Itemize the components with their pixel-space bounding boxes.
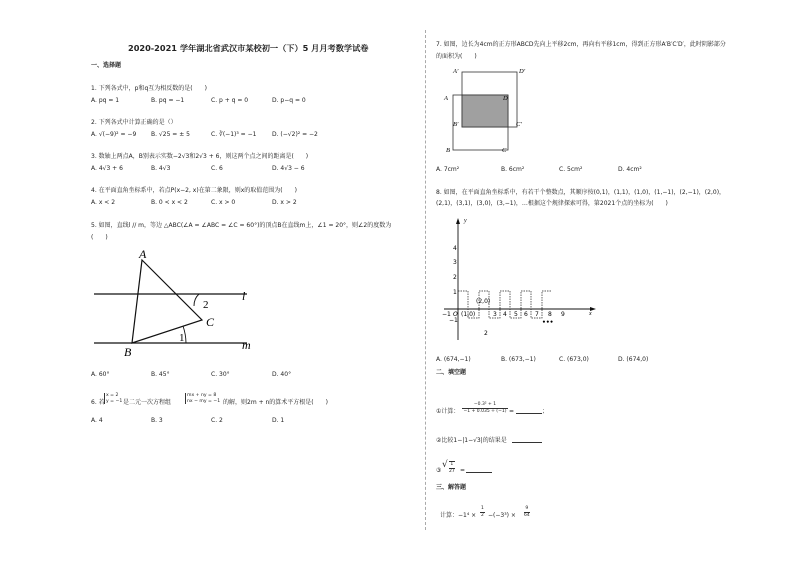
q7-option-b: B. 6cm² (501, 166, 525, 173)
label-a: A (444, 95, 448, 102)
q7-figure (444, 64, 538, 154)
q1-option-d: D. p−q = 0 (272, 97, 306, 104)
x-axis-label: x (589, 311, 592, 317)
label-angle-1: 1 (179, 332, 185, 344)
q3-option-a: A. 4√3 + 6 (91, 165, 123, 172)
s1-mid: −(−3³) × (488, 512, 516, 519)
x-tick-3: 3 (493, 311, 497, 318)
y-tick-2: 2 (453, 274, 457, 281)
f3-answer-blank[interactable] (466, 467, 492, 475)
q8-stem-2: (2,1)，(3,1)，(3,0)，(3,−1)，…根据这个规律探索可得，第2021个点的坐标为( ) (436, 200, 668, 207)
y-axis-label: y (464, 218, 467, 224)
triangle-abc (132, 260, 202, 343)
f3-equals: = (460, 467, 466, 474)
q4-option-a: A. x < 2 (91, 199, 116, 206)
section-choice: 一、选择题 (91, 62, 122, 69)
mark-2-0: (2,0) (476, 298, 491, 305)
x-tick-neg1: −1 (442, 311, 451, 318)
label-d: D (503, 95, 508, 102)
q8-option-d: D. (674,0) (618, 356, 649, 363)
q7-stem: 7. 如图，边长为4cm的正方形ABCD先向上平移2cm，再向右平移1cm，得到正方形A′B′C′D′，此时阴影部分 (436, 41, 726, 48)
q3-option-d: D. 4√3 − 6 (272, 165, 305, 172)
y-axis-arrow (456, 218, 460, 224)
continuation-dots: ••• (542, 319, 554, 326)
q1-option-a: A. pq = 1 (91, 97, 120, 104)
q5-option-a: A. 60° (91, 371, 110, 378)
q4-option-c: C. x > 0 (211, 199, 236, 206)
q5-option-c: C. 30° (211, 371, 230, 378)
q6-eq-1: mx + ny = 8 (187, 393, 217, 398)
q8-coordinate-figure (440, 212, 600, 352)
q6-stem-post: 的解，则2m + n的算术平方根是( ) (223, 399, 328, 406)
f1-fraction (462, 402, 508, 415)
q6-option-a: A. 4 (91, 417, 103, 424)
f1-tail: ； (542, 408, 549, 415)
extra-label-2: 2 (484, 330, 488, 337)
y-tick-4: 4 (453, 245, 457, 252)
label-c: C (502, 147, 507, 154)
q6-sol-y: y = −1 (106, 398, 123, 404)
x-tick-8: 8 (548, 311, 552, 318)
q8-option-a: A. (674,−1) (436, 356, 471, 363)
q2-option-a: A. √(−9)² = −9 (91, 131, 137, 138)
label-a-prime: A′ (453, 68, 459, 75)
label-b-prime: B′ (453, 121, 459, 128)
q4-stem: 4. 在平面直角坐标系中，若点P(x−2, x)在第二象限，则x的取值范围为( ) (91, 187, 297, 194)
x-tick-6: 6 (524, 311, 528, 318)
q1-stem: 1. 下列各式中，p和q互为相反数的是( ) (91, 85, 207, 92)
shaded-overlap (462, 95, 508, 127)
origin-label: O (453, 311, 458, 318)
section-fill-in: 二、填空题 (436, 369, 467, 376)
label-b: B (124, 345, 132, 359)
q7-stem-2: 的面积为( ) (436, 53, 477, 60)
q7-option-a: A. 7cm² (436, 166, 460, 173)
column-divider (425, 30, 426, 530)
f1-numerator: −0.3² + 1 (462, 402, 508, 409)
q2-option-d: D. (−√2)² = −2 (272, 131, 318, 138)
label-b: B (446, 147, 450, 154)
label-l: l (242, 289, 246, 303)
q6-solution-system (104, 393, 122, 404)
q6-stem-mid: 是二元一次方程组 (123, 399, 172, 406)
s1-pre: 计算：−1⁴ × (440, 512, 477, 519)
label-c: C (206, 315, 215, 329)
f3-pre: ③ (436, 467, 442, 474)
q1-option-c: C. p + q = 0 (211, 97, 249, 104)
f3-denominator: 27 (449, 468, 455, 474)
y-tick-1: 1 (453, 289, 457, 296)
label-d-prime: D′ (519, 68, 526, 75)
q5-paren: ( ) (91, 234, 108, 241)
f3-numerator: 1 (450, 462, 454, 467)
s1-frac2 (524, 506, 530, 519)
label-angle-2: 2 (203, 299, 209, 311)
q3-option-c: C. 6 (211, 165, 223, 172)
f3-radical (443, 461, 455, 474)
q2-option-b: B. √25 = ± 5 (151, 131, 190, 138)
s1-frac2-num: 9 (525, 506, 529, 511)
q6-eq-2: nx − my = −1 (187, 398, 221, 404)
angle-2-arc (194, 294, 199, 306)
q4-option-b: B. 0 < x < 2 (151, 199, 188, 206)
q8-option-b: B. (673,−1) (501, 356, 536, 363)
q8-stem: 8. 如图，在平面直角坐标系中，有若干个整数点，其顺序按(0,1)，(1,1)，(1,0)，(1,−1)，(2,−1)，(2,0)， (436, 189, 726, 196)
x-tick-4: 4 (503, 311, 507, 318)
x-tick-5: 5 (514, 311, 518, 318)
label-m: m (242, 338, 251, 352)
s1-frac1 (480, 506, 485, 519)
q2-stem: 2. 下列各式中计算正确的是（） (91, 119, 177, 126)
q6-stem-pre: 6. 若 (91, 399, 105, 406)
q3-stem: 3. 数轴上两点A，B别表示实数−2√3和2√3 + 6，则这两个点之间的距离是( ) (91, 153, 309, 160)
s1-frac1-den: 2 (481, 513, 484, 518)
y-tick-3: 3 (453, 259, 457, 266)
q6-option-b: B. 3 (151, 417, 163, 424)
q4-option-d: D. x > 2 (272, 199, 297, 206)
f1-pre: ①计算： (436, 408, 460, 415)
f2-answer-blank[interactable] (512, 437, 542, 445)
y-tick-neg1: −1 (449, 317, 458, 324)
mark-1-0: (1,0) (461, 311, 476, 318)
section-solve: 三、解答题 (436, 484, 467, 491)
q6-option-c: C. 2 (211, 417, 223, 424)
q5-stem: 5. 如图，直线l // m，等边 △ABC(∠A = ∠ABC = ∠C = 60°)的顶点B在直线m上，∠1 = 20°，则∠2的度数为 (91, 222, 392, 229)
f1-denominator: −1 + 0.035 ÷ (−1) (463, 409, 507, 414)
label-a: A (139, 247, 147, 261)
radical-sign-icon: √ (442, 460, 448, 470)
q7-option-d: D. 4cm² (618, 166, 642, 173)
q7-option-c: C. 5cm² (559, 166, 583, 173)
q6-equation-system (185, 393, 220, 404)
q5-option-b: B. 45° (151, 371, 170, 378)
x-tick-9: 9 (561, 311, 565, 318)
page-title: 2020-2021 学年湖北省武汉市某校初一（下）5 月月考数学试卷 (128, 43, 369, 53)
q1-option-b: B. pq = −1 (151, 97, 185, 104)
q5-option-d: D. 40° (272, 371, 292, 378)
label-c-prime: C′ (516, 121, 522, 128)
q2-option-c: C. ∛(−1)³ = −1 (211, 131, 257, 138)
f1-equals: = (509, 408, 515, 415)
q8-option-c: C. (673,0) (559, 356, 589, 363)
f1-answer-blank[interactable] (516, 408, 542, 416)
q6-sol-x: x = 2 (106, 393, 119, 398)
x-tick-7: 7 (535, 311, 539, 318)
q6-option-d: D. 1 (272, 417, 285, 424)
s1-frac2-den: 64 (524, 513, 530, 518)
q3-option-b: B. 4√3 (151, 165, 171, 172)
f2-text: ②比较1−|1−√3|的结果是 (436, 437, 507, 444)
q5-figure (90, 248, 270, 363)
s1-frac1-num: 1 (481, 506, 484, 511)
